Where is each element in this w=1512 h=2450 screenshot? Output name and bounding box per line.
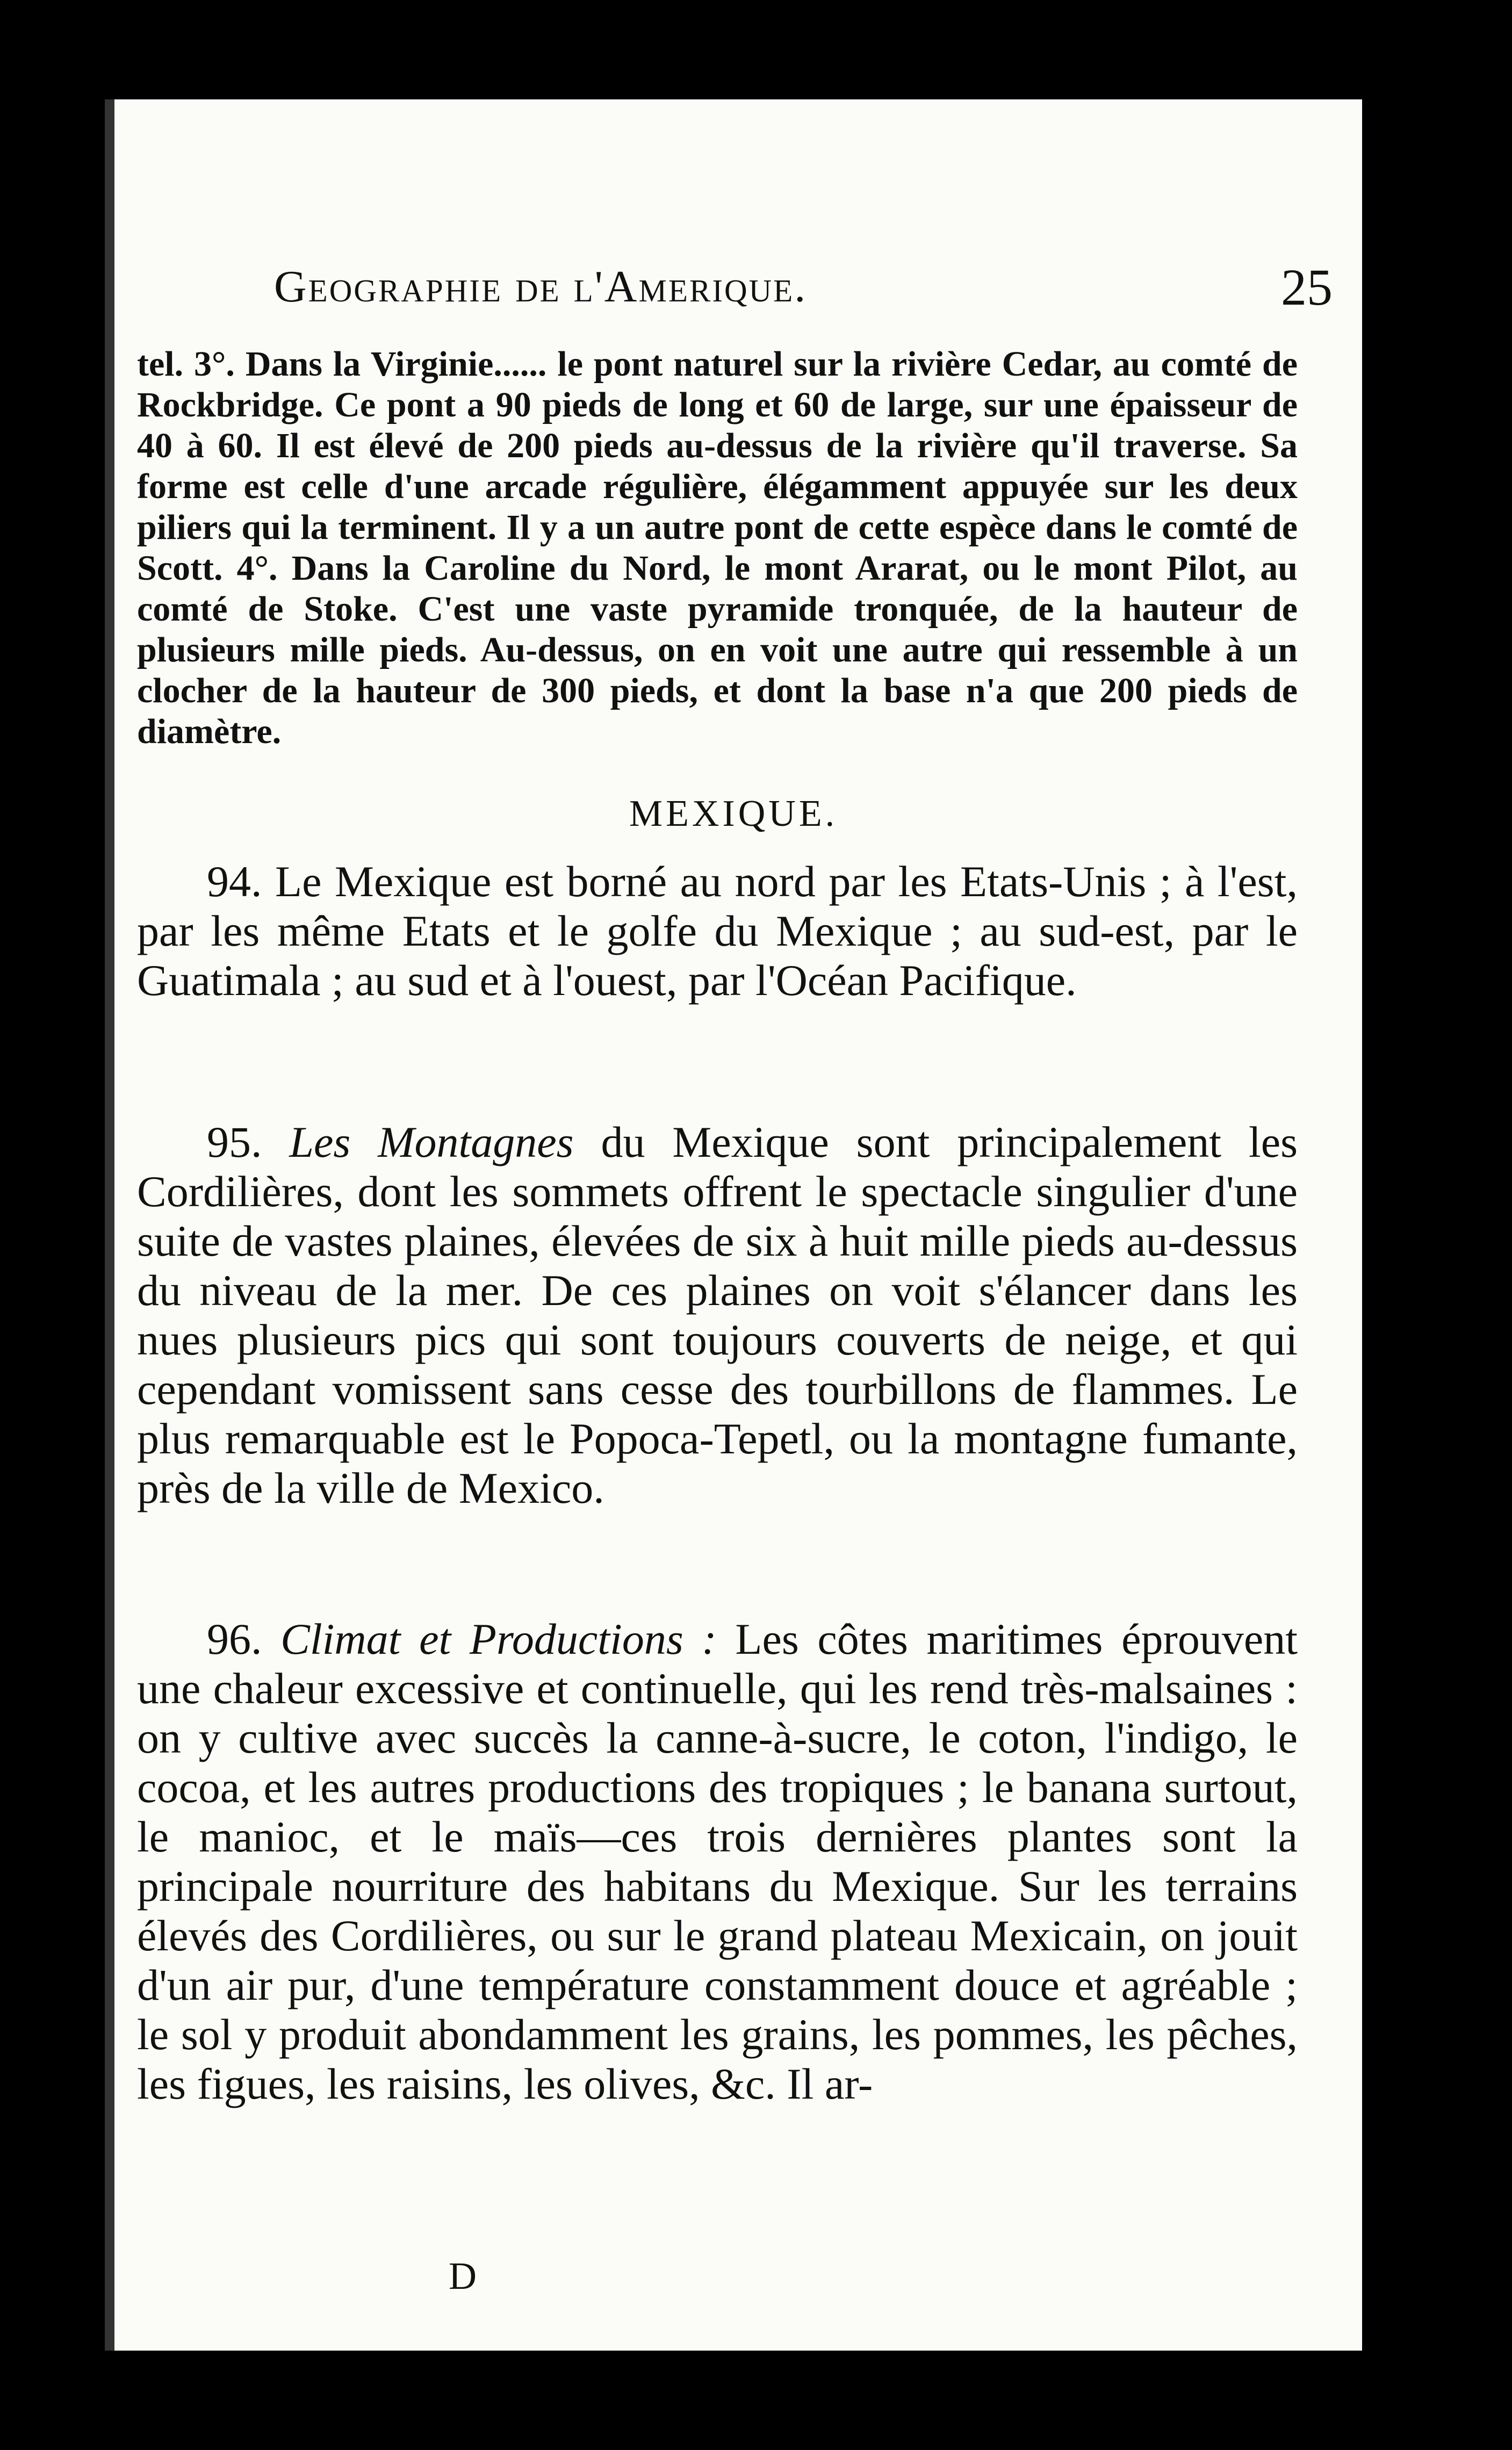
intro-paragraph (137, 344, 1298, 752)
paragraph-95 (137, 1118, 1298, 1513)
paragraph-text: du Mexique sont principalement les Cordilières, dont les sommets offrent le spectacle singulier d'une suite de vastes plaines, élevées de six à huit mille pieds au-dessus du niveau de la mer. De ces plaines on voit s'élancer dans les nues plusieurs pics qui sont toujours couverts de neige, et qui cependant vomissent sans cesse des tourbillons de flammes. Le plus remarquable est le Popoca-Tepetl, ou la montagne fumante, près de la ville de Mexico. (137, 1118, 1298, 1512)
binding-shadow (105, 99, 114, 2351)
running-header (274, 258, 1354, 316)
signature-mark: D (449, 2254, 477, 2297)
intro-paragraph-text: tel. 3°. Dans la Virginie...... le pont naturel sur la rivière Cedar, au comté de Rockbridge. Ce pont a 90 pieds de long et 60 de large, sur une épaisseur de 40 à 60. Il est élevé de 200 pieds au-dessus de la rivière qu'il traverse. Sa forme est celle d'une arcade régulière, élégamment appuyée sur les deux piliers qui la terminent. Il y a un autre pont de cette espèce dans le comté de Scott. 4°. Dans la Caroline du Nord, le mont Ararat, ou le mont Pilot, au comté de Stoke. C'est une vaste pyramide tronquée, de la hauteur de plusieurs mille pieds. Au-dessus, on en voit une autre qui ressemble à un clocher de la hauteur de 300 pieds, et dont la base n'a que 200 pieds de diamètre. (137, 344, 1298, 751)
paragraph-94 (137, 857, 1298, 1005)
paragraph-number: 94. (207, 857, 262, 906)
paragraph-number: 96. (207, 1615, 262, 1663)
paragraph-lead: Climat et Productions : (280, 1615, 717, 1663)
page-number: 25 (1281, 258, 1333, 316)
header-title: Geographie de l'Amerique. (274, 262, 808, 312)
paragraph-96 (137, 1615, 1298, 2109)
section-title: MEXIQUE. (629, 793, 838, 834)
paragraph-text: Les côtes maritimes éprouvent une chaleur excessive et continuelle, qui les rend très-malsaines : on y cultive avec succès la canne-à-sucre, le coton, l'indigo, le cocoa, et les autres productions des tropiques ; le banana surtout, le manioc, et le maïs—ces trois dernières plantes sont la principale nourriture des habitans du Mexique. Sur les terrains élevés des Cordilières, ou sur le grand plateau Mexicain, on jouit d'un air pur, d'une température constamment douce et agréable ; le sol y produit abondamment les grains, les pommes, les pêches, les figues, les raisins, les olives, &c. Il ar- (137, 1615, 1298, 2108)
paragraph-text: Le Mexique est borné au nord par les Etats-Unis ; à l'est, par les même Etats et le golfe du Mexique ; au sud-est, par le Guatimala ; au sud et à l'ouest, par l'Océan Pacifique. (137, 857, 1298, 1005)
book-page (105, 99, 1362, 2351)
paragraph-lead: Les Montagnes (289, 1118, 574, 1166)
paragraph-number: 95. (207, 1118, 262, 1166)
